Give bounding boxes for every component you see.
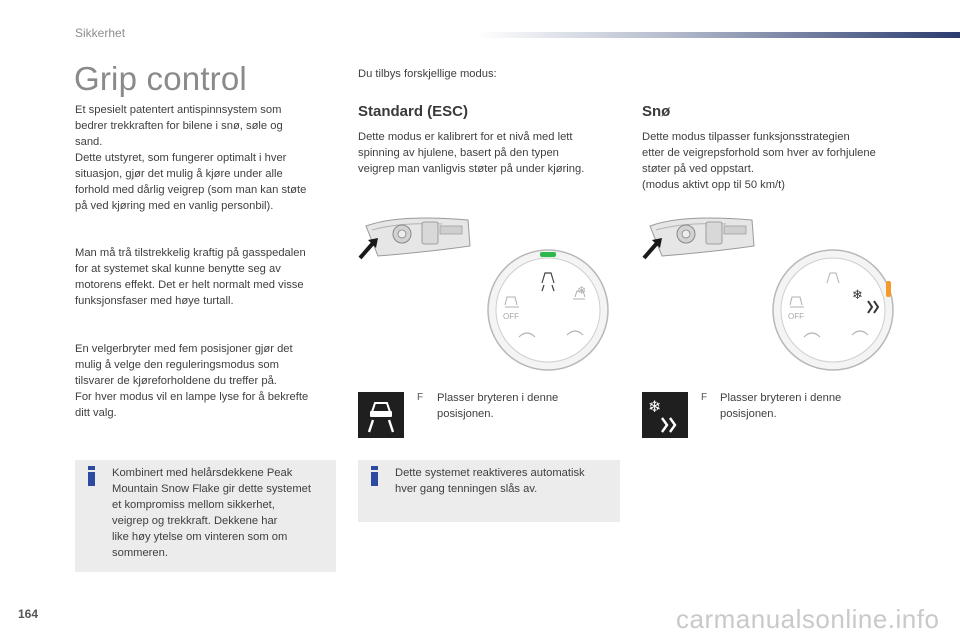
section-label: Sikkerhet xyxy=(75,26,126,40)
snow-instruction xyxy=(720,390,890,422)
paragraph-line: (modus aktivt opp til 50 km/t) xyxy=(642,179,786,191)
paragraph-line: ditt valg. xyxy=(75,407,117,419)
intro-line: Dette utstyret, som fungerer optimalt i hver xyxy=(75,152,287,164)
intro-paragraph xyxy=(75,102,340,214)
info-text xyxy=(112,465,334,561)
snow-mode-icon xyxy=(642,392,688,438)
paragraph-line: for at systemet skal kunne benytte seg av xyxy=(75,263,281,275)
info-box-tyres xyxy=(75,460,336,572)
header-bar xyxy=(478,32,960,38)
info-line: et kompromiss mellom sikkerhet, xyxy=(112,499,275,511)
bullet-marker: F xyxy=(701,392,708,403)
info-line: hver gang tenningen slås av. xyxy=(395,483,538,495)
info-line: like høy ytelse om vinteren som om xyxy=(112,531,288,543)
info-box-reactivation xyxy=(358,460,620,522)
accelerator-paragraph xyxy=(75,245,340,309)
intro-line: på ved kjøring med en vanlig personbil). xyxy=(75,200,274,212)
info-line: sommeren. xyxy=(112,547,168,559)
info-line: Mountain Snow Flake gir dette systemet xyxy=(112,483,311,495)
page-title: Grip control xyxy=(74,60,247,97)
paragraph-line: posisjonen. xyxy=(720,408,777,420)
paragraph-line: posisjonen. xyxy=(437,408,494,420)
standard-description xyxy=(358,129,620,177)
mode-selector-knob xyxy=(485,247,611,373)
info-line: Kombinert med helårsdekkene Peak xyxy=(112,467,293,479)
intro-line: Et spesielt patentert antispinnsystem som xyxy=(75,104,282,116)
paragraph-line: motorens effekt. Det er helt normalt med visse xyxy=(75,279,304,291)
paragraph-line: mulig å velge den reguleringsmodus som xyxy=(75,359,279,371)
bullet-marker: F xyxy=(417,392,424,403)
svg-text:❄: ❄ xyxy=(577,284,587,297)
snowflake-icon xyxy=(642,392,688,438)
watermark: carmanualsonline.info xyxy=(676,604,940,634)
paragraph-line: Man må trå tilstrekkelig kraftig på gasspedalen xyxy=(75,247,306,259)
dashboard-illustration xyxy=(642,212,762,264)
svg-text:❄: ❄ xyxy=(648,397,662,416)
paragraph-line: tilsvarer de kjøreforholdene du treffer på. xyxy=(75,375,277,387)
intro-line: situasjon, gjør det mulig å kjøre under alle xyxy=(75,168,283,180)
paragraph-line: Plasser bryteren i denne xyxy=(720,392,842,404)
paragraph-line: veigrep man vanligvis støter på under kjøring. xyxy=(358,163,585,175)
knob-off-label: OFF xyxy=(788,312,804,321)
info-icon xyxy=(371,466,378,480)
car-slip-icon xyxy=(358,392,404,438)
paragraph-line: etter de veigrepsforhold som hver av forhjulene xyxy=(642,147,876,159)
intro-line: bedrer trekkraften for bilene i snø, søle og xyxy=(75,120,283,132)
knob-off-label: OFF xyxy=(503,312,519,321)
standard-mode-icon xyxy=(358,392,404,438)
snow-description xyxy=(642,129,912,193)
paragraph-line: En velgerbryter med fem posisjoner gjør det xyxy=(75,343,293,355)
selector-paragraph xyxy=(75,341,340,421)
svg-text:❄: ❄ xyxy=(852,288,863,303)
standard-instruction xyxy=(437,390,607,422)
paragraph-line: spinning av hjulene, basert på den typen xyxy=(358,147,559,159)
page-number: 164 xyxy=(18,607,39,621)
snow-indicator-lamp xyxy=(886,281,891,297)
snow-heading: Snø xyxy=(642,103,671,120)
standard-heading: Standard (ESC) xyxy=(358,103,469,120)
info-icon xyxy=(88,466,95,480)
paragraph-line: funksjonsfaser med høye turtall. xyxy=(75,295,234,307)
mode-selector-knob xyxy=(770,247,896,373)
paragraph-line: Plasser bryteren i denne xyxy=(437,392,559,404)
info-line: veigrep og trekkraft. Dekkene har xyxy=(112,515,278,527)
intro-line: forhold med dårlig veigrep (som man kan støte xyxy=(75,184,307,196)
paragraph-line: Dette modus tilpasser funksjonsstrategien xyxy=(642,131,850,143)
info-line: Dette systemet reaktiveres automatisk xyxy=(395,467,585,479)
info-text xyxy=(395,465,617,497)
dashboard-illustration xyxy=(358,212,478,264)
standard-indicator-lamp xyxy=(540,252,556,257)
paragraph-line: støter på ved oppstart. xyxy=(642,163,754,175)
intro-line: sand. xyxy=(75,136,103,148)
modes-intro: Du tilbys forskjellige modus: xyxy=(358,68,497,80)
paragraph-line: For hver modus vil en lampe lyse for å bekrefte xyxy=(75,391,309,403)
paragraph-line: Dette modus er kalibrert for et nivå med lett xyxy=(358,131,573,143)
